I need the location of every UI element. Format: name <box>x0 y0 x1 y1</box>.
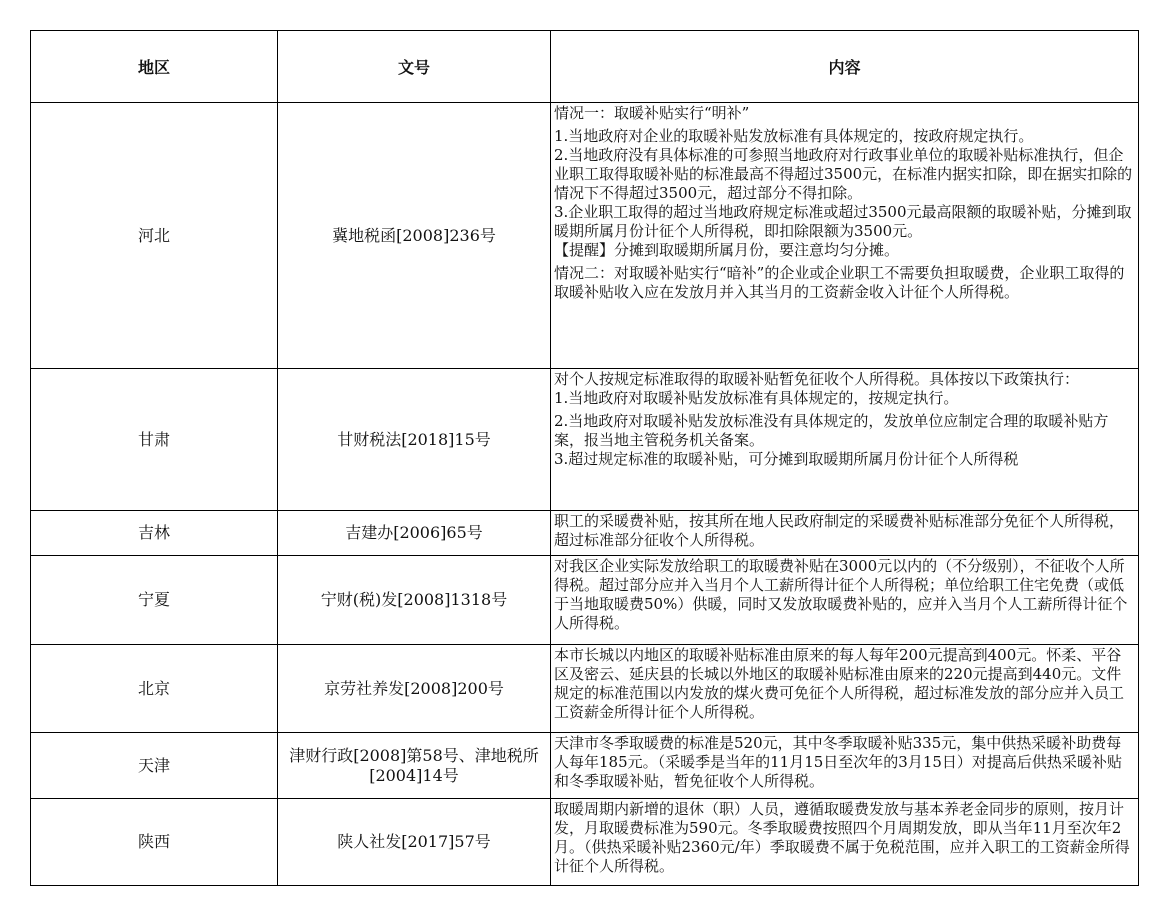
table-row-ningxia <box>31 556 1139 645</box>
content-paragraph: 2.当地政府对取暖补贴发放标准没有具体规定的，发放单位应制定合理的取暖补贴方案，报当地主管税务机关备案。 <box>554 412 1109 449</box>
table-row-gansu <box>31 369 1139 511</box>
content-paragraph: 职工的采暖费补贴，按其所在地人民政府制定的采暖费补贴标准部分免征个人所得税，超过标准部分征收个人所得税。 <box>554 512 1125 549</box>
content-paragraph: 1.当地政府对企业的取暖补贴发放标准有具体规定的，按政府规定执行。 <box>554 127 1034 145</box>
region-cell: 河北 <box>31 103 278 369</box>
table-row-shaanxi <box>31 799 1139 886</box>
header-content: 内容 <box>551 31 1139 103</box>
doc-no-cell: 宁财(税)发[2008]1318号 <box>278 556 551 645</box>
table-row-beijing <box>31 645 1139 733</box>
content-paragraph: 3.超过规定标准的取暖补贴，可分摊到取暖期所属月份计征个人所得税 <box>554 450 1019 468</box>
doc-no-cell: 冀地税函[2008]236号 <box>278 103 551 369</box>
region-cell: 甘肃 <box>31 369 278 511</box>
content-paragraph: 2.当地政府没有具体标准的可参照当地政府对行政事业单位的取暖补贴标准执行，但企业职工取得取暖补贴的标准最高不得超过3500元，在标准内据实扣除，即在据实扣除的情况下不得超过3500元，超过部分不得扣除。 <box>554 146 1133 202</box>
content-paragraph: 【提醒】分摊到取暖期所属月份，要注意均匀分摊。 <box>554 241 900 259</box>
header-doc-no: 文号 <box>278 31 551 103</box>
doc-no-cell: 吉建办[2006]65号 <box>278 511 551 556</box>
content-paragraph: 3.企业职工取得的超过当地政府规定标准或超过3500元最高限额的取暖补贴，分摊到取暖期所属月份计征个人所得税，即扣除限额为3500元。 <box>554 203 1132 240</box>
header-region: 地区 <box>31 31 278 103</box>
table-row-jilin <box>31 511 1139 556</box>
content-paragraph: 天津市冬季取暖费的标准是520元，其中冬季取暖补贴335元，集中供热采暖补助费每人每年185元。（采暖季是当年的11月15日至次年的3月15日）对提高后供热采暖补贴和冬季取暖补贴，暂免征收个人所得税。 <box>554 734 1122 790</box>
content-paragraph: 对我区企业实际发放给职工的取暖费补贴在3000元以内的（不分级别），不征收个人所得税。超过部分应并入当月个人工薪所得计征个人所得税；单位给职工住宅免费（或低于当地取暖费50%）供暖，同时又发放取暖费补贴的，应并入当月个人工薪所得计征个人所得税。 <box>554 557 1128 632</box>
content-paragraph: 情况一：取暖补贴实行“明补” <box>554 104 750 122</box>
region-cell: 北京 <box>31 645 278 733</box>
content-paragraph: 情况二：对取暖补贴实行“暗补”的企业或企业职工不需要负担取暖费，企业职工取得的取暖补贴收入应在发放月并入其当月的工资薪金收入计征个人所得税。 <box>554 264 1125 301</box>
region-cell: 天津 <box>31 733 278 799</box>
content-paragraph: 对个人按规定标准取得的取暖补贴暂免征收个人所得税。具体按以下政策执行： <box>554 370 1080 388</box>
header-row <box>31 31 1139 103</box>
content-paragraph: 本市长城以内地区的取暖补贴标准由原来的每人每年200元提高到400元。怀柔、平谷区及密云、延庆县的长城以外地区的取暖补贴标准由原来的220元提高到440元。文件规定的标准范围以内发放的煤火费可免征个人所得税，超过标准发放的部分应并入员工工资薪金所得计征个人所得税。 <box>554 646 1125 721</box>
tax-policy-table <box>30 30 1139 886</box>
content-cell <box>551 645 1139 733</box>
content-paragraph: 1.当地政府对取暖补贴发放标准有具体规定的，按规定执行。 <box>554 389 959 407</box>
content-cell <box>551 369 1139 511</box>
content-paragraph: 取暖周期内新增的退休（职）人员，遵循取暖费发放与基本养老金同步的原则，按月计发，月取暖费标准为590元。冬季取暖费按照四个月周期发放，即从当年11月至次年2月。（供热采暖补贴2360元/年）季取暖费不属于免税范围，应并入职工的工资薪金所得计征个人所得税。 <box>554 800 1130 875</box>
content-cell <box>551 511 1139 556</box>
content-cell <box>551 733 1139 799</box>
region-cell: 陕西 <box>31 799 278 886</box>
content-cell <box>551 556 1139 645</box>
doc-no-cell: 陕人社发[2017]57号 <box>278 799 551 886</box>
table-row-tianjin <box>31 733 1139 799</box>
region-cell: 宁夏 <box>31 556 278 645</box>
content-cell <box>551 799 1139 886</box>
doc-no-cell: 京劳社养发[2008]200号 <box>278 645 551 733</box>
doc-no-cell: 甘财税法[2018]15号 <box>278 369 551 511</box>
doc-no-cell: 津财行政[2008]第58号、津地税所[2004]14号 <box>278 733 551 799</box>
region-cell: 吉林 <box>31 511 278 556</box>
content-cell <box>551 103 1139 369</box>
table-row-hebei <box>31 103 1139 369</box>
